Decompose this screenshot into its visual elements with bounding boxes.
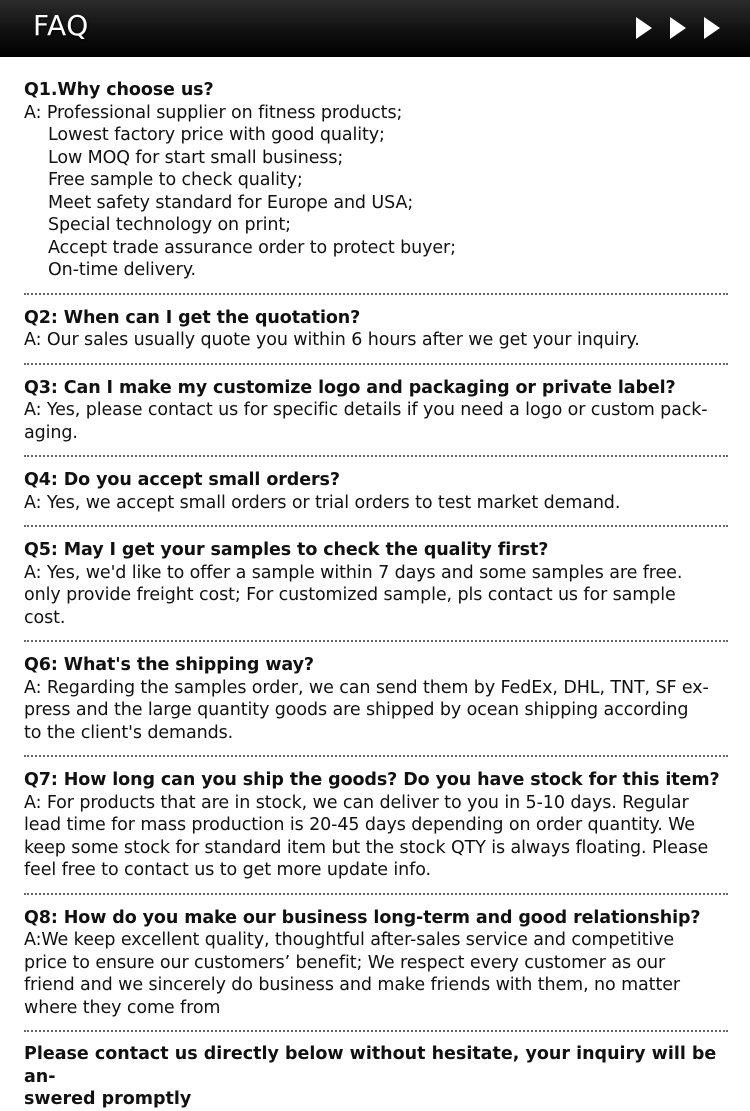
answer-line: Lowest factory price with good quality; [48, 125, 385, 145]
question: Q4: Do you accept small orders? [24, 470, 340, 490]
closing-line: Please contact us directly below without hesitate, your inquiry will be an- [24, 1044, 717, 1087]
answer-line: feel free to contact us to get more update info. [24, 860, 431, 880]
answer-line: price to ensure our customers’ benefit; We respect every customer as our [24, 952, 666, 973]
answer-line: press and the large quantity goods are shipped by ocean shipping according [24, 700, 689, 720]
answer-line: A: Yes, please contact us for specific details if you need a logo or custom pack- [24, 400, 708, 420]
answer-line: Meet safety standard for Europe and USA; [48, 192, 414, 213]
play-arrow-icon [636, 17, 652, 39]
answer-line: to the client's demands. [24, 722, 234, 743]
answer-line: A: For products that are in stock, we can deliver to you in 5-10 days. Regular [24, 792, 689, 813]
answer-line: Free sample to check quality; [48, 170, 303, 190]
answer-line: A: Yes, we accept small orders or trial orders to test market demand. [24, 492, 621, 513]
answer-line: where they come from [24, 997, 221, 1018]
question: Q8: How do you make our business long-term and good relationship? [24, 907, 701, 928]
answer-line: Special technology on print; [48, 215, 291, 235]
answer-line: A: Regarding the samples order, we can send them by FedEx, DHL, TNT, SF ex- [24, 677, 709, 698]
answer-line: On-time delivery. [48, 260, 196, 280]
faq-item [24, 755, 728, 893]
answer-line: A: Our sales usually quote you within 6 hours after we get your inquiry. [24, 330, 640, 350]
closing-note [24, 1030, 728, 1111]
answer-line: Accept trade assurance order to protect buyer; [48, 237, 456, 258]
answer-line: friend and we sincerely do business and make friends with them, no matter [24, 975, 680, 995]
question: Q3: Can I make my customize logo and packaging or private label? [24, 377, 676, 398]
faq-item [24, 893, 728, 1031]
arrow-group [636, 17, 720, 39]
answer-line: aging. [24, 422, 78, 443]
answer-line: A: Yes, we'd like to offer a sample within 7 days and some samples are free. [24, 562, 683, 583]
play-arrow-icon [704, 17, 720, 39]
page-title: FAQ [33, 9, 89, 42]
faq-list [24, 79, 728, 1111]
question: Q1.Why choose us? [24, 80, 214, 100]
faq-item [24, 293, 728, 363]
answer-line: only provide freight cost; For customized sample, pls contact us for sample [24, 585, 676, 605]
faq-header [0, 0, 750, 57]
answer-line: lead time for mass production is 20-45 days depending on order quantity. We [24, 815, 695, 835]
closing-line: swered promptly [24, 1089, 192, 1109]
answer-line: keep some stock for standard item but the stock QTY is always floating. Please [24, 837, 709, 858]
answer-line: A: Professional supplier on fitness products; [24, 102, 403, 123]
answer-line: cost. [24, 607, 66, 628]
answer-line: A:We keep excellent quality, thoughtful after-sales service and competitive [24, 930, 675, 950]
question: Q6: What's the shipping way? [24, 655, 314, 675]
faq-item [24, 363, 728, 456]
answer-line: Low MOQ for start small business; [48, 147, 344, 168]
question: Q2: When can I get the quotation? [24, 307, 361, 328]
faq-item [24, 525, 728, 640]
faq-item [24, 455, 728, 525]
play-arrow-icon [670, 17, 686, 39]
question: Q5: May I get your samples to check the quality first? [24, 540, 549, 560]
question: Q7: How long can you ship the goods? Do you have stock for this item? [24, 770, 720, 790]
faq-item [24, 79, 728, 293]
faq-item [24, 640, 728, 755]
